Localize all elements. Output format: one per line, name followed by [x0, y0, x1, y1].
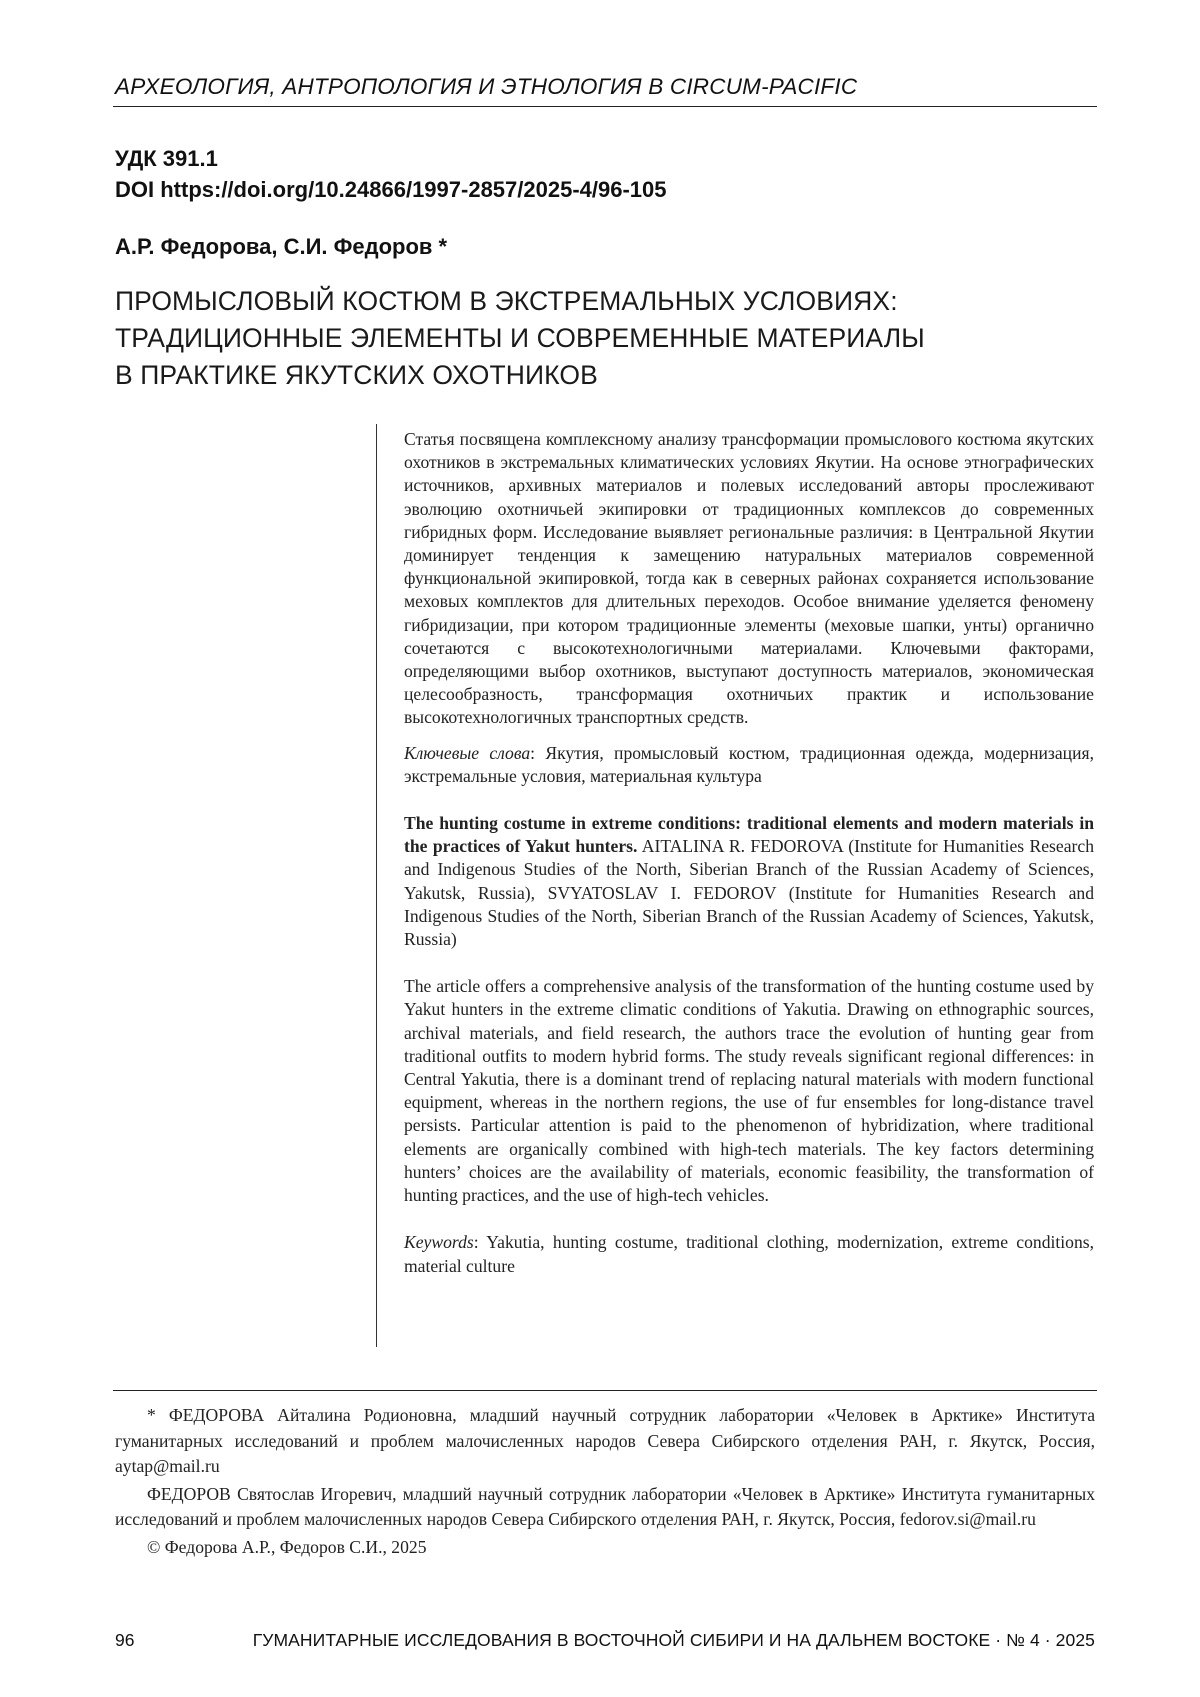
abstract-column	[404, 428, 1094, 1278]
copyright-line: © Федорова А.Р., Федоров С.И., 2025	[147, 1536, 427, 1557]
page-number: 96	[115, 1630, 135, 1650]
abstract-side-rule	[376, 424, 377, 1347]
journal-footer: ГУМАНИТАРНЫЕ ИССЛЕДОВАНИЯ В ВОСТОЧНОЙ СИБИРИ И НА ДАЛЬНЕМ ВОСТОКЕ · № 4 · 2025	[252, 1630, 1095, 1650]
title-line: ПРОМЫСЛОВЫЙ КОСТЮМ В ЭКСТРЕМАЛЬНЫХ УСЛОВИЯХ:	[115, 286, 898, 316]
udk-code: УДК 391.1	[115, 146, 218, 171]
article-title	[115, 283, 1095, 394]
keywords-en-text: : Yakutia, hunting costume, traditional clothing, modernization, extreme conditions, material culture	[404, 1232, 1094, 1276]
footnote-author-2: ФЕДОРОВ Святослав Игоревич, младший научный сотрудник лаборатории «Человек в Арктике» Института гуманитарных исследований и проблем малочисленных народов Севера Сибирского отделения РАН, г. Якутск, Россия, fedorov.si@mail.ru	[115, 1483, 1095, 1529]
abstract-ru: Статья посвящена комплексному анализу трансформации промыслового костюма якутских охотников в экстремальных климатических условиях Якутии. На основе этнографических источников, архивных материалов и полевых исследований авторы прослеживают эволюцию охотничьей экипировки от традиционных комплексов до современных гибридных форм. Исследование выявляет региональные различия: в Центральной Якутии доминирует тенденция к замещению натуральных материалов современной функциональной экипировкой, тогда как в северных районах сохраняется использование меховых комплектов для длительных переходов. Особое внимание уделяется феномену гибридизации, при котором традиционные элементы (меховые шапки, унты) органично сочетаются с высокотехнологичными материалами. Ключевыми факторами, определяющими выбор охотников, выступают доступность материалов, экономическая целесообразность, трансформация охотничьих практик и использование высокотехнологичных транспортных средств.	[404, 429, 1094, 728]
keywords-ru-text: : Якутия, промысловый костюм, традиционная одежда, модернизация, экстремальные условия, материальная культура	[404, 742, 1094, 786]
keywords-ru-label: Ключевые слова	[404, 742, 531, 763]
keywords-en	[404, 1231, 1094, 1277]
keywords-en-label: Keywords	[404, 1232, 474, 1253]
footnote-author-1: * ФЕДОРОВА Айталина Родионовна, младший научный сотрудник лаборатории «Человек в Арктике» Института гуманитарных исследований и проблем малочисленных народов Севера Сибирского отделения РАН, г. Якутск, Россия, aytap@mail.ru	[115, 1405, 1095, 1476]
abstract-en: The article offers a comprehensive analysis of the transformation of the hunting costume used by Yakut hunters in the extreme climatic conditions of Yakutia. Drawing on ethnographic sources, archival materials, and field research, the authors trace the evolution of hunting gear from traditional outfits to modern hybrid forms. The study reveals significant regional differences: in Central Yakutia, there is a dominant trend of replacing natural materials with modern functional equipment, whereas in the northern regions, the use of fur ensembles for long-distance travel persists. Particular attention is paid to the phenomenon of hybridization, where traditional elements are organically combined with high-tech materials. The key factors determining hunters’ choices are the availability of materials, economic feasibility, the transformation of hunting practices, and the use of high-tech vehicles.	[404, 976, 1094, 1206]
authors-line: А.Р. Федорова, С.И. Федоров *	[115, 234, 448, 259]
running-head: АРХЕОЛОГИЯ, АНТРОПОЛОГИЯ И ЭТНОЛОГИЯ В CIRCUM-PACIFIC	[115, 74, 858, 99]
keywords-ru	[404, 742, 1094, 788]
english-title-block	[404, 812, 1094, 951]
english-title: The hunting costume in extreme conditions: traditional elements and modern materials in the practices of Yakut hunters.	[404, 813, 1094, 857]
doi-link[interactable]: DOI https://doi.org/10.24866/1997-2857/2025-4/96-105	[115, 177, 667, 202]
header-rule	[113, 106, 1097, 107]
footnote-rule	[113, 1390, 1097, 1391]
english-authors: AITALINA R. FEDOROVA (Institute for Humanities Research and Indigenous Studies of the North, Siberian Branch of the Russian Academy of Sciences, Yakutsk, Russia), SVYATOSLAV I. FEDOROV (Institute for Humanities Research and Indigenous Studies of the North, Siberian Branch of the Russian Academy of Sciences, Yakutsk, Russia)	[404, 836, 1094, 950]
title-line: В ПРАКТИКЕ ЯКУТСКИХ ОХОТНИКОВ	[115, 360, 598, 390]
title-line: ТРАДИЦИОННЫЕ ЭЛЕМЕНТЫ И СОВРЕМЕННЫЕ МАТЕРИАЛЫ	[115, 323, 925, 353]
footnotes	[115, 1403, 1095, 1560]
